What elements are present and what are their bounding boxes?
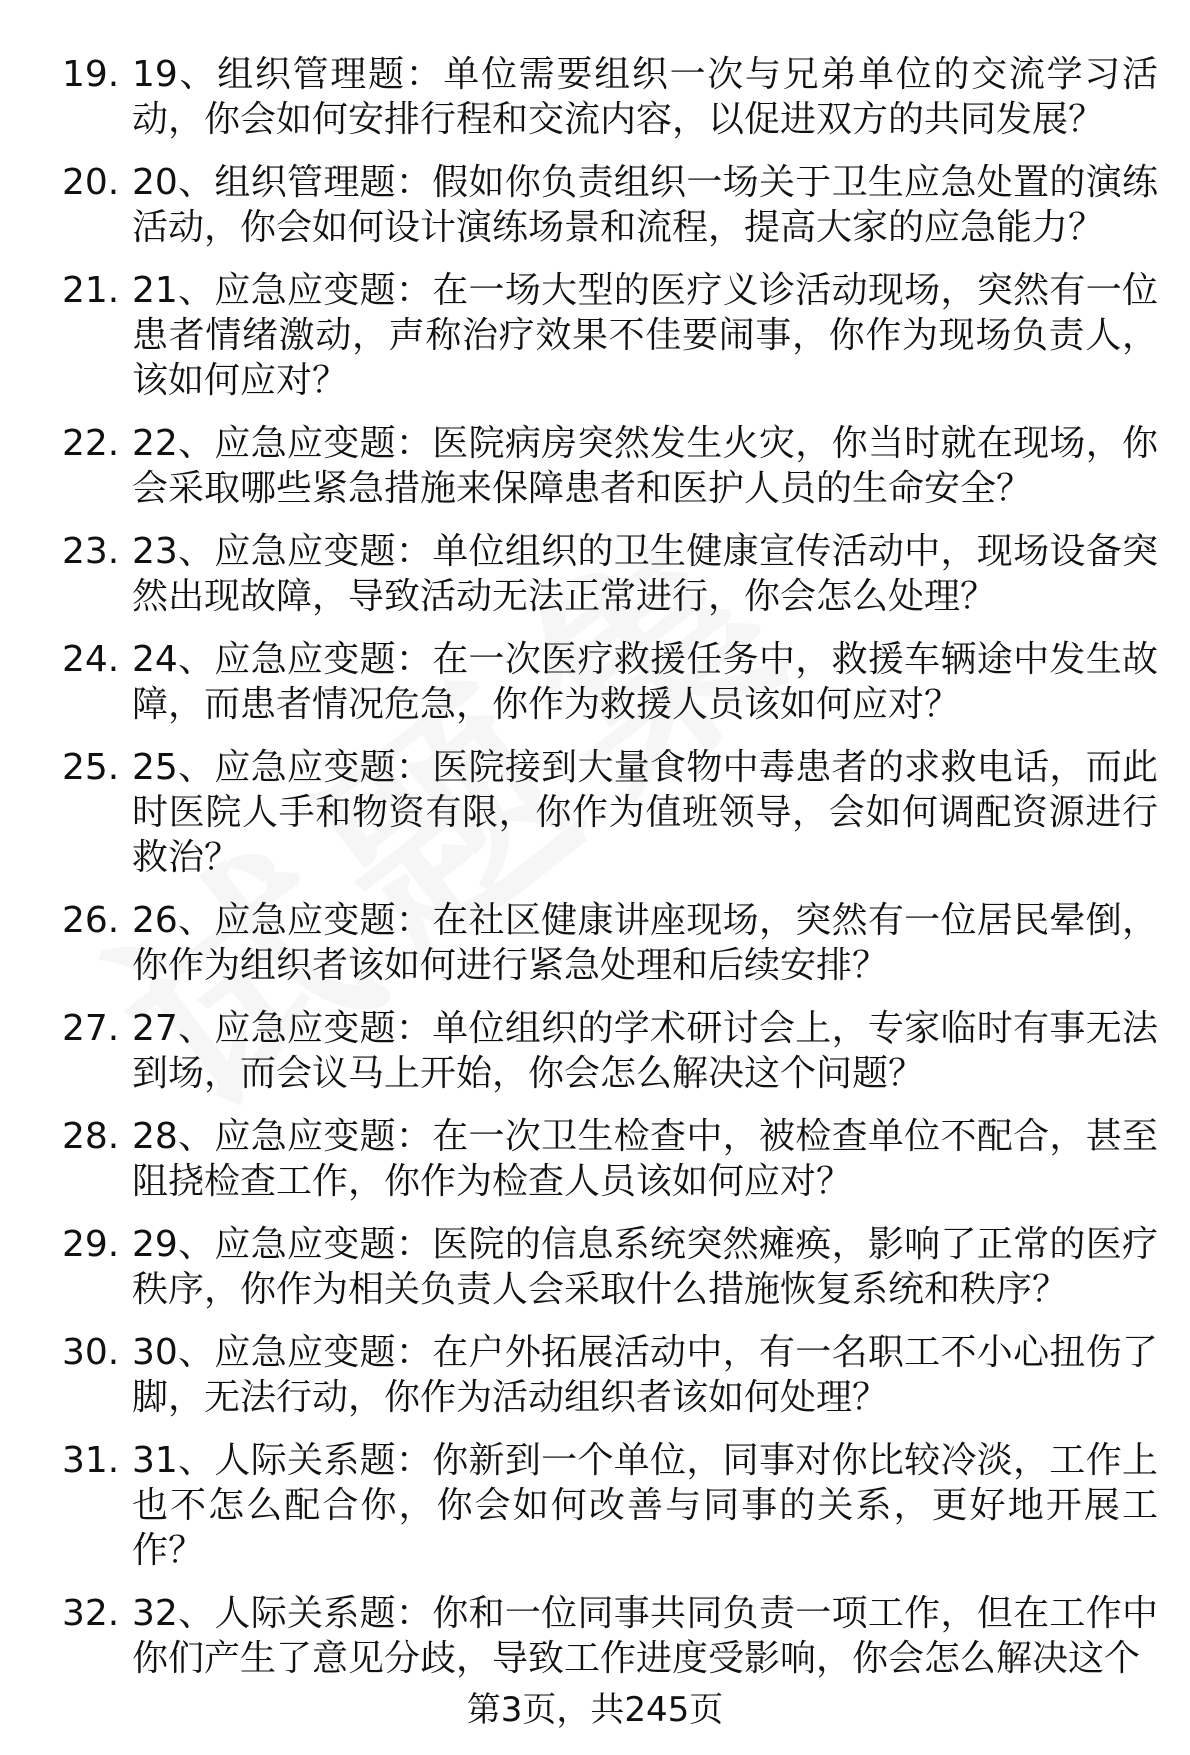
item-number: 27. bbox=[62, 1008, 120, 1049]
list-item bbox=[62, 1006, 1158, 1096]
list-item bbox=[62, 1591, 1158, 1681]
item-text: 31、人际关系题：你新到一个单位，同事对你比较冷淡，工作上也不怎么配合你，你会如何改善与同事的关系，更好地开展工作？ bbox=[132, 1440, 1158, 1571]
item-number: 22. bbox=[62, 423, 120, 464]
item-text: 21、应急应变题：在一场大型的医疗义诊活动现场，突然有一位患者情绪激动，声称治疗效果不佳要闹事，你作为现场负责人，该如何应对？ bbox=[132, 270, 1158, 401]
list-item bbox=[62, 52, 1158, 142]
list-item bbox=[62, 637, 1158, 727]
list-item bbox=[62, 745, 1158, 880]
item-number: 25. bbox=[62, 747, 120, 788]
item-number: 24. bbox=[62, 639, 120, 680]
item-number: 29. bbox=[62, 1224, 120, 1265]
item-text: 29、应急应变题：医院的信息系统突然瘫痪，影响了正常的医疗秩序，你作为相关负责人会采取什么措施恢复系统和秩序？ bbox=[132, 1224, 1158, 1310]
item-text: 32、人际关系题：你和一位同事共同负责一项工作，但在工作中你们产生了意见分歧，导致工作进度受影响，你会怎么解决这个 bbox=[132, 1593, 1158, 1679]
list-item bbox=[62, 1438, 1158, 1573]
item-text: 19、组织管理题：单位需要组织一次与兄弟单位的交流学习活动，你会如何安排行程和交流内容，以促进双方的共同发展？ bbox=[132, 54, 1158, 140]
item-number: 23. bbox=[62, 531, 120, 572]
item-number: 30. bbox=[62, 1332, 120, 1373]
item-text: 30、应急应变题：在户外拓展活动中，有一名职工不小心扭伤了脚，无法行动，你作为活动组织者该如何处理？ bbox=[132, 1332, 1158, 1418]
item-number: 26. bbox=[62, 900, 120, 941]
item-text: 26、应急应变题：在社区健康讲座现场，突然有一位居民晕倒，你作为组织者该如何进行紧急处理和后续安排？ bbox=[132, 900, 1158, 986]
item-text: 22、应急应变题：医院病房突然发生火灾，你当时就在现场，你会采取哪些紧急措施来保障患者和医护人员的生命安全？ bbox=[132, 423, 1158, 509]
item-text: 25、应急应变题：医院接到大量食物中毒患者的求救电话，而此时医院人手和物资有限，你作为值班领导，会如何调配资源进行救治？ bbox=[132, 747, 1158, 878]
list-item bbox=[62, 421, 1158, 511]
item-text: 23、应急应变题：单位组织的卫生健康宣传活动中，现场设备突然出现故障，导致活动无法正常进行，你会怎么处理？ bbox=[132, 531, 1158, 617]
item-text: 28、应急应变题：在一次卫生检查中，被检查单位不配合，甚至阻挠检查工作，你作为检查人员该如何应对？ bbox=[132, 1116, 1158, 1202]
item-number: 28. bbox=[62, 1116, 120, 1157]
list-item bbox=[62, 1330, 1158, 1420]
list-item bbox=[62, 1222, 1158, 1312]
list-item bbox=[62, 1114, 1158, 1204]
item-text: 20、组织管理题：假如你负责组织一场关于卫生应急处置的演练活动，你会如何设计演练场景和流程，提高大家的应急能力？ bbox=[132, 162, 1158, 248]
list-item bbox=[62, 268, 1158, 403]
item-number: 19. bbox=[62, 54, 120, 95]
item-text: 27、应急应变题：单位组织的学术研讨会上，专家临时有事无法到场，而会议马上开始，你会怎么解决这个问题？ bbox=[132, 1008, 1158, 1094]
list-item bbox=[62, 529, 1158, 619]
page-footer bbox=[0, 1690, 1190, 1730]
item-number: 32. bbox=[62, 1593, 120, 1634]
list-item bbox=[62, 160, 1158, 250]
question-list bbox=[0, 52, 1190, 1699]
list-item bbox=[62, 898, 1158, 988]
item-number: 20. bbox=[62, 162, 120, 203]
item-number: 31. bbox=[62, 1440, 120, 1481]
item-number: 21. bbox=[62, 270, 120, 311]
page-number: 第3页，共245页 bbox=[466, 1690, 724, 1730]
item-text: 24、应急应变题：在一次医疗救援任务中，救援车辆途中发生故障，而患者情况危急，你作为救援人员该如何应对？ bbox=[132, 639, 1158, 725]
